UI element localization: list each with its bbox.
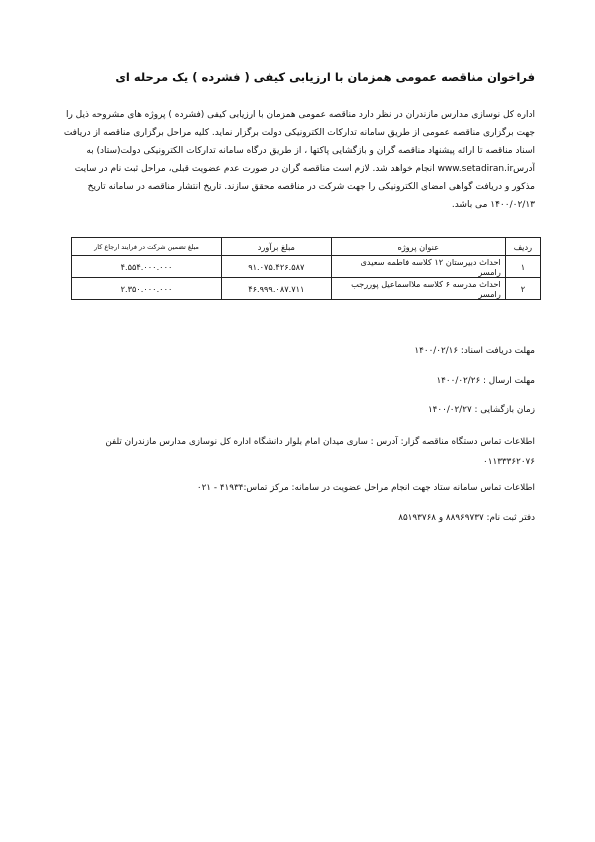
cell-estimate: ۴۶.۹۹۹.۰۸۷.۷۱۱ [221, 278, 331, 300]
contact-registry-line: دفتر ثبت نام: ۸۸۹۶۹۷۳۷ و ۸۵۱۹۳۷۶۸ [398, 513, 535, 523]
intro-line: اسناد مناقصه تا ارائه پیشنهاد مناقصه گران و بازگشایی پاکتها ، از طریق درگاه سامانه تدارکات الکترونیکی دولت(ستاد) به [86, 146, 535, 156]
cell-guarantee: ۴.۵۵۴.۰۰۰.۰۰۰ [72, 256, 222, 278]
cell-row-no: ۲ [505, 278, 540, 300]
header-row-no: ردیف [505, 238, 540, 256]
contact-org-phone: ۰۱۱۳۳۳۶۲۰۷۶ [483, 457, 535, 467]
contact-setad-line: اطلاعات تماس سامانه ستاد جهت انجام مراحل عضویت در سامانه: مرکز تماس:۴۱۹۳۴ - ۰۲۱ [196, 483, 535, 493]
cell-project-title: احداث مدرسه ۶ کلاسه ملااسماعیل پوررجب رامسر [331, 278, 505, 300]
page-title: فراخوان مناقصه عمومی همزمان با ارزیابی کیفی ( فشرده ) یک مرحله ای [115, 70, 535, 84]
projects-table [71, 237, 541, 300]
table-row [72, 256, 541, 278]
header-estimate: مبلغ برآورد [221, 238, 331, 256]
intro-line: جهت برگزاری مناقصه عمومی از طریق سامانه تدارکات الکترونیکی دولت برگزار نماید. کلیه مراحل برگزاری مناقصه از دریافت [63, 128, 535, 138]
table-header-row [72, 238, 541, 256]
contact-org-line: اطلاعات تماس دستگاه مناقصه گزار: آدرس : ساری میدان امام بلوار دانشگاه اداره کل نوسازی مدارس مازندران تلفن [105, 437, 535, 447]
header-guarantee: مبلغ تضمین شرکت در فرایند ارجاع کار [72, 238, 222, 256]
intro-line: اداره کل نوسازی مدارس مازندران در نظر دارد مناقصه عمومی همزمان با ارزیابی کیفی (فشرده ) پروژه های مشروحه ذیل را [65, 110, 535, 120]
cell-row-no: ۱ [505, 256, 540, 278]
table-row [72, 278, 541, 300]
intro-paragraph [49, 106, 535, 214]
deadline-send: مهلت ارسال : ۱۴۰۰/۰۲/۲۶ [436, 376, 535, 386]
cell-estimate: ۹۱.۰۷۵.۴۲۶.۵۸۷ [221, 256, 331, 278]
header-project-title: عنوان پروژه [331, 238, 505, 256]
deadline-receive: مهلت دریافت اسناد: ۱۴۰۰/۰۲/۱۶ [414, 346, 535, 356]
cell-project-title: احداث دبیرستان ۱۲ کلاسه فاطمه سعیدی رامسر [331, 256, 505, 278]
intro-line: مذکور و دریافت گواهی امضای الکترونیکی را جهت شرکت در مناقصه محقق سازند. تاریخ انتشار مناقصه در سامانه تاریخ [87, 182, 535, 192]
deadline-opening: زمان بازگشایی : ۱۴۰۰/۰۲/۲۷ [427, 405, 535, 415]
cell-guarantee: ۲.۳۵۰.۰۰۰.۰۰۰ [72, 278, 222, 300]
intro-line: آدرسwww.setadiran.ir انجام خواهد شد. لازم است مناقصه گران در صورت عدم عضویت قبلی، مراحل ثبت نام در سایت [74, 164, 535, 174]
intro-line: ۱۴۰۰/۰۲/۱۳ می باشد. [451, 200, 535, 210]
contact-section [65, 432, 535, 528]
